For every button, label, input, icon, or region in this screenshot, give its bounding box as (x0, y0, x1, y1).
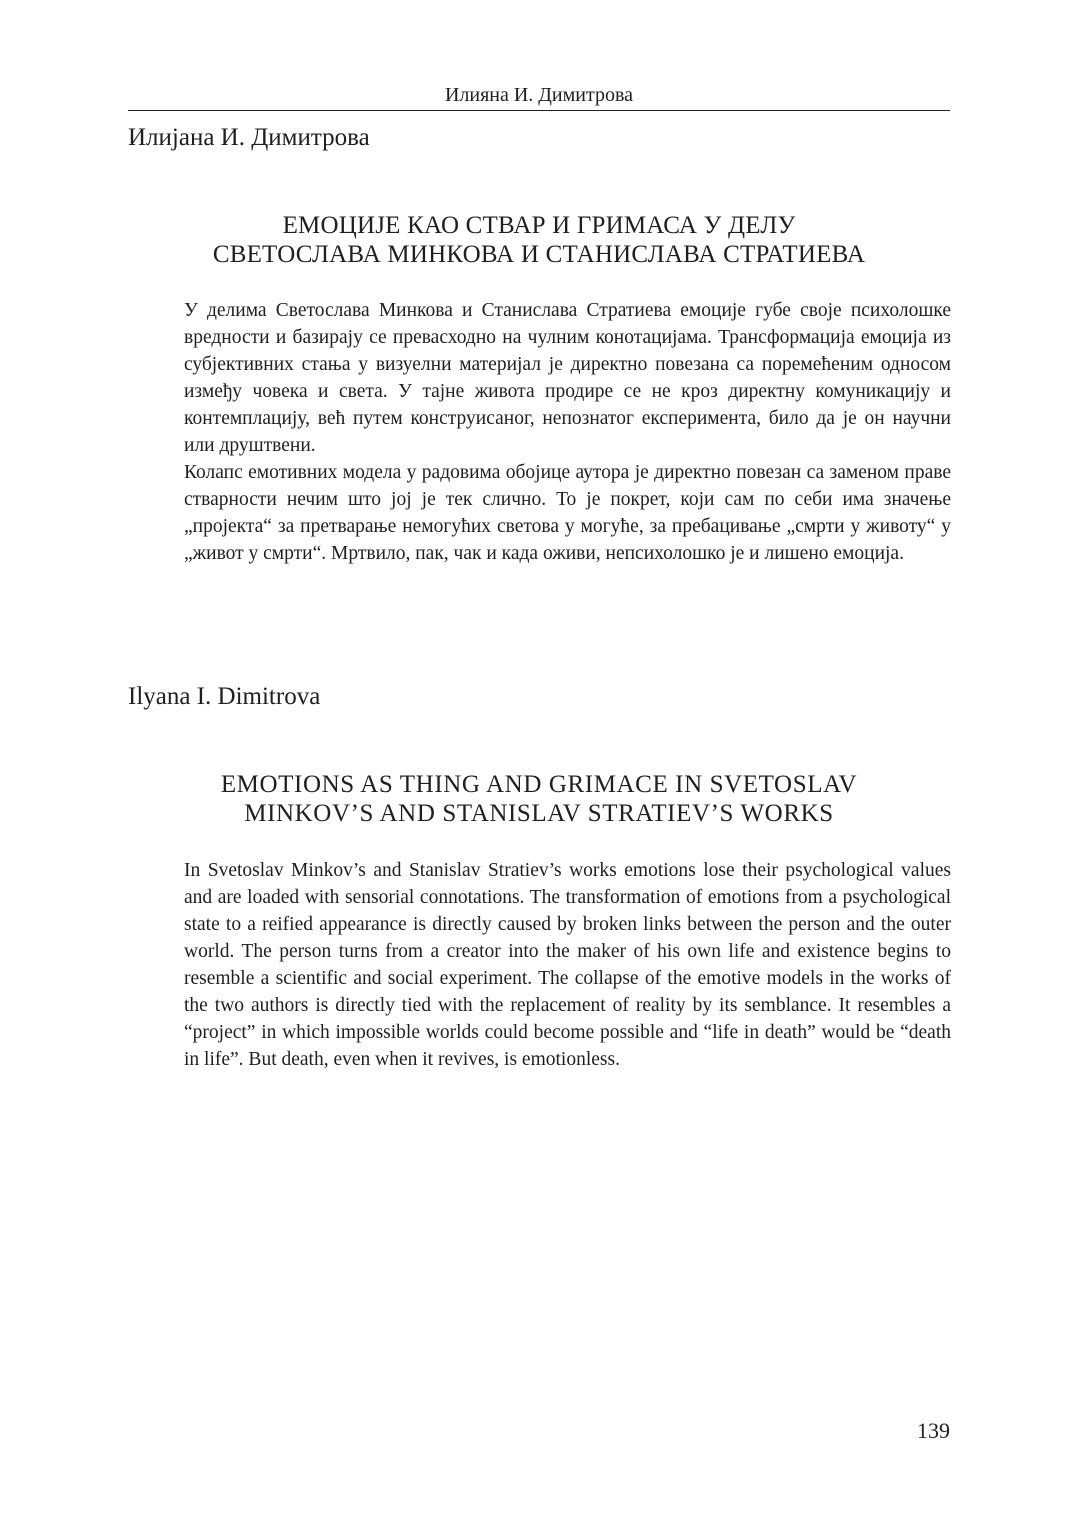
serbian-abstract-paragraph-2: Колапс емотивних модела у радовима обојице аутора је директно повезан са заменом праве стварности нечим што јој је тек слично. То је покрет, који сам по себи има значење „пројекта“ за претварање немогућих светова у могуће, за пребацивање „смрти у животу“ у „живот у смрти“. Мртвило, пак, чак и када оживи, непсихолошко је и лишено емоција. (184, 462, 951, 564)
serbian-title-line-2: СВЕТОСЛАВА МИНКОВА И СТАНИСЛАВА СТРАТИЕВА (212, 241, 866, 268)
serbian-abstract-paragraph-1: У делима Светослава Минкова и Станислава Стратиева емоције губе своје психолошке вредности и базирају се превасходно на чулним конотацијама. Трансформација емоција из субјективних стања у визуелни материјал је директно повезана са поремећеним односом између човека и света. У тајне живота продире се не кроз директну комуникацију и контемплацију, већ путем конструисаног, непознатог експеримента, било да је он научни или друштвени. (184, 300, 951, 456)
english-title-line-2: MINKOV’S AND STANISLAV STRATIEV’S WORKS (244, 800, 834, 827)
serbian-abstract (184, 297, 951, 567)
english-author-name: Ilyana I. Dimitrova (128, 683, 321, 710)
page-number: 139 (917, 1418, 950, 1443)
english-title-line-1: EMOTIONS AS THING AND GRIMACE IN SVETOSLAV (220, 771, 858, 798)
english-abstract (184, 857, 951, 1073)
serbian-article-title (128, 211, 950, 269)
header-rule (128, 110, 950, 111)
running-header: Илияна И. Димитрова (444, 84, 634, 106)
english-abstract-paragraph: In Svetoslav Minkov’s and Stanislav Stratiev’s works emotions lose their psychological values and are loaded with sensorial connotations. The transformation of emotions from a psychological state to a reified appearance is directly caused by broken links between the person and the outer world. The person turns from a creator into the maker of his own life and existence begins to resemble a scientific and social experiment. The collapse of the emotive models in the works of the two authors is directly tied with the replacement of reality by its semblance. It resembles a “project” in which impossible worlds could become possible and “life in death” would be “death in life”. But death, even when it revives, is emotionless. (184, 860, 951, 1070)
serbian-title-line-1: ЕМОЦИЈЕ КАО СТВАР И ГРИМАСА У ДЕЛУ (282, 212, 796, 239)
serbian-author-name: Илијана И. Димитрова (128, 124, 370, 151)
english-article-title (128, 770, 950, 828)
